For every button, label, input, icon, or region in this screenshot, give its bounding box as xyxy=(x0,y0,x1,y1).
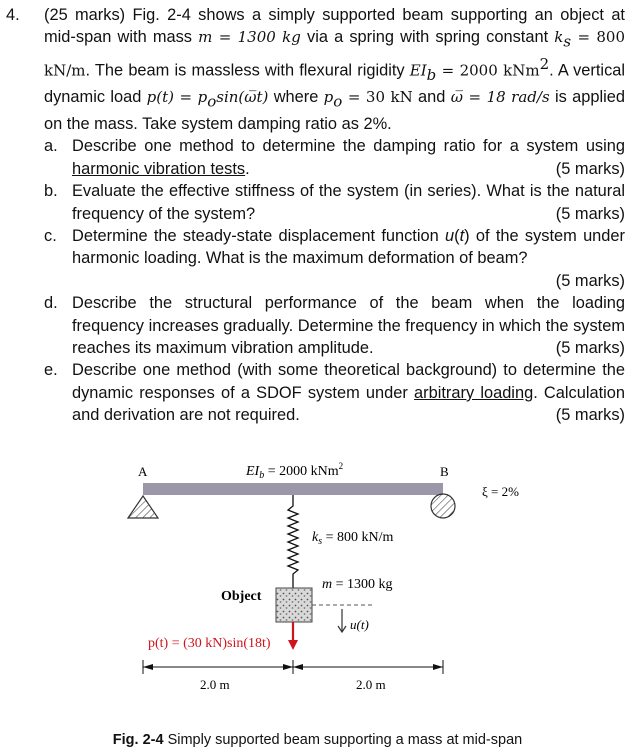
po-symbol: p xyxy=(323,88,334,107)
rigidity-label: $EI_b = 2000$ kNm$^2$ xyxy=(246,461,344,481)
intro-text-3: . The beam is massless with flexural rigidity xyxy=(85,61,405,80)
dimension-right-label: 2.0 m xyxy=(356,677,386,692)
dim-arrow-1 xyxy=(143,664,153,670)
part-marks: (5 marks) xyxy=(555,271,625,290)
part-text: Describe one method (with some theoretical background) to determine the dynamic responses of a SDOF system under xyxy=(72,361,625,402)
part-c xyxy=(0,225,625,292)
support-a-label: A xyxy=(138,464,148,479)
u-symbol: u xyxy=(445,226,455,245)
mass-label: m = 1300 kg xyxy=(322,577,393,592)
mass-expression: m = 1300 kg xyxy=(198,28,301,47)
spring-value: = 800 kN/m xyxy=(44,28,625,80)
beam xyxy=(143,483,443,495)
beam-figure xyxy=(0,448,635,733)
intro-text-2: via a spring with spring constant xyxy=(307,28,549,47)
spring-label: $k_s = 800$ kN/m xyxy=(312,530,394,547)
question-number: 4. xyxy=(6,6,20,24)
damping-label: ξ = 2% xyxy=(482,484,519,499)
part-label: d. xyxy=(44,294,58,313)
dim-arrow-2 xyxy=(283,664,293,670)
part-d xyxy=(0,292,625,359)
load-label: p(t) = (30 kN)sin(18t) xyxy=(148,636,271,651)
rigidity-value: = 2000 kNm xyxy=(436,61,540,80)
spring-subscript: s xyxy=(563,32,572,51)
question-intro xyxy=(0,4,625,135)
rigidity-subscript: b xyxy=(426,65,437,84)
part-text-end: . Calculation and derivation are not required. xyxy=(72,383,626,425)
displacement-label: u(t) xyxy=(350,617,369,632)
load-subscript: o xyxy=(207,92,217,111)
part-marks: (5 marks) xyxy=(555,159,625,178)
caption-text: Simply supported beam supporting a mass at mid-span xyxy=(163,732,523,748)
rigidity-superscript: 2 xyxy=(539,55,550,74)
load-expression-2: sin(ω̅t) xyxy=(216,88,269,107)
part-label: a. xyxy=(44,137,58,156)
intro-text-4: . A vertical dynamic load xyxy=(44,61,626,107)
part-marks: (5 marks) xyxy=(555,204,625,223)
part-a xyxy=(0,135,625,180)
pin-support-a xyxy=(128,496,158,518)
underlined-term: arbitrary loading xyxy=(414,383,534,402)
part-label: c. xyxy=(44,226,57,245)
po-value: = 30 kN xyxy=(342,88,413,107)
part-marks: (5 marks) xyxy=(555,339,625,357)
intro-text-1: Fig. 2-4 shows a simply supported beam supporting an object at mid-span with mass xyxy=(44,6,625,47)
load-arrowhead xyxy=(288,640,298,650)
part-b xyxy=(0,180,625,225)
object-label: Object xyxy=(221,589,262,604)
dim-arrow-4 xyxy=(433,664,443,670)
load-expression: p(t) = p xyxy=(146,88,208,107)
figure-caption xyxy=(0,732,635,748)
marks-total: (25 marks) xyxy=(44,6,126,24)
part-e xyxy=(0,359,625,426)
part-text: Describe the structural performance of the beam when the loading frequency increases gradually. Determine the frequency in which the system reaches its maximum vibration amplitude. xyxy=(72,294,625,357)
intro-text-5: where xyxy=(273,88,319,107)
dimension-left-label: 2.0 m xyxy=(200,677,230,692)
part-text-paren: ( xyxy=(454,226,460,245)
part-marks: (5 marks) xyxy=(555,406,625,425)
question-block xyxy=(0,4,625,427)
spring xyxy=(288,495,298,588)
rigidity-symbol: EI xyxy=(409,61,427,80)
po-subscript: o xyxy=(333,92,343,111)
spring-symbol: k xyxy=(554,28,564,47)
omega-expression: ω̅ = 18 rad/s xyxy=(450,88,550,107)
part-text-end: ) of the system under harmonic loading. What is the maximum deformation of beam? xyxy=(72,226,625,268)
intro-and: and xyxy=(418,88,446,107)
support-b-label: B xyxy=(440,464,449,479)
part-text: Evaluate the effective stiffness of the system (in series). What is the natural frequency of the system? xyxy=(72,182,625,223)
part-text-end: . xyxy=(245,159,250,178)
intro-text-6: is applied on the mass. Take system damping ratio as 2%. xyxy=(44,88,625,133)
part-text: Describe one method to determine the damping ratio for a system using xyxy=(72,137,625,156)
mass-block xyxy=(276,588,312,622)
caption-label: Fig. 2-4 xyxy=(112,732,164,748)
dim-arrow-3 xyxy=(293,664,303,670)
roller-support-b xyxy=(431,494,455,518)
t-symbol: t xyxy=(459,226,465,245)
part-label: b. xyxy=(44,182,58,201)
part-text: Determine the steady-state displacement function xyxy=(72,226,446,245)
underlined-term: harmonic vibration tests xyxy=(72,159,246,178)
part-label: e. xyxy=(44,361,58,380)
